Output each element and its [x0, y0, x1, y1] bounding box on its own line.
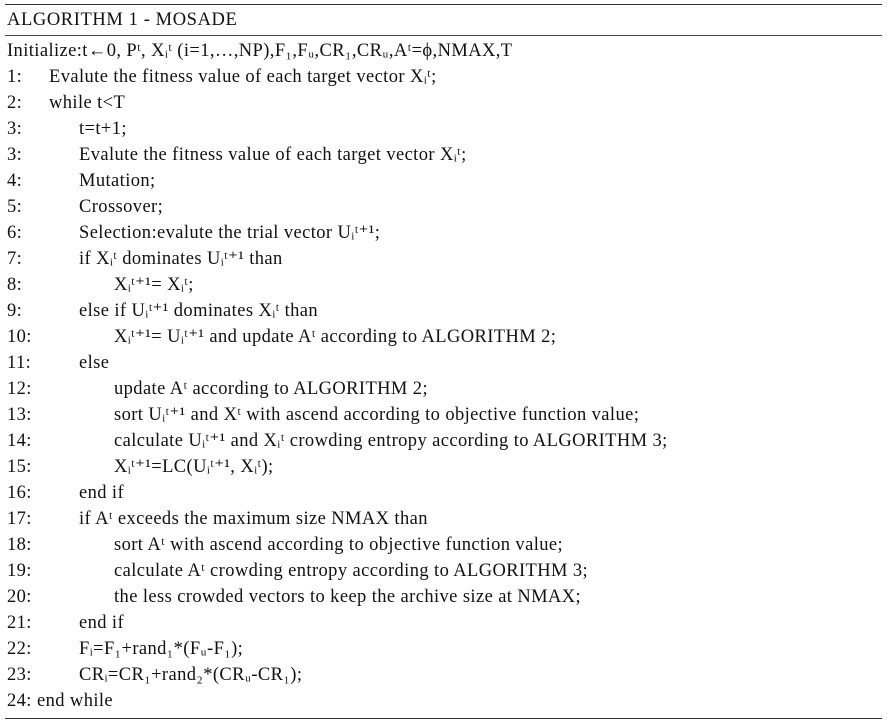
line-number: 11:: [7, 353, 32, 373]
algorithm-line-20: [5, 584, 882, 610]
line-code: end if: [79, 613, 125, 633]
line-number: 2:: [7, 93, 23, 113]
line-code: else: [79, 353, 110, 373]
algorithm-line-7: [5, 246, 882, 272]
line-number: 5:: [7, 197, 23, 217]
line-code: the less crowded vectors to keep the archive size at NMAX;: [114, 587, 582, 607]
algorithm-title: ALGORITHM 1 - MOSADE: [7, 10, 238, 30]
line-code: t=t+1;: [79, 119, 127, 139]
line-code: CRᵢ=CR₁+rand₂*(CRᵤ-CR₁);: [79, 665, 303, 685]
line-code: sort Aᵗ with ascend according to objective function value;: [114, 535, 564, 555]
initialize-line: Initialize:t←0, Pᵗ, Xᵢᵗ (i=1,…,NP),F₁,Fᵤ,CR₁,CRᵤ,Aᵗ=ϕ,NMAX,T: [7, 41, 513, 61]
algorithm-line-2: [5, 90, 882, 116]
line-code: if Aᵗ exceeds the maximum size NMAX than: [79, 509, 428, 529]
line-code: Fᵢ=F₁+rand₁*(Fᵤ-F₁);: [79, 639, 244, 659]
algorithm-line-3b: [5, 142, 882, 168]
line-number: 10:: [7, 327, 32, 347]
line-code: Xᵢᵗ⁺¹=LC(Uᵢᵗ⁺¹, Xᵢᵗ);: [114, 457, 274, 477]
top-rule: [5, 4, 882, 5]
line-code: sort Uᵢᵗ⁺¹ and Xᵗ with ascend according to objective function value;: [114, 405, 640, 425]
line-number: 3:: [7, 145, 23, 165]
algorithm-line-4: [5, 168, 882, 194]
line-code: end while: [37, 691, 114, 711]
line-code: end if: [79, 483, 125, 503]
algorithm-line-15: [5, 454, 882, 480]
line-number: 4:: [7, 171, 23, 191]
line-code: Crossover;: [79, 197, 164, 217]
line-number: 18:: [7, 535, 32, 555]
line-code: Evalute the fitness value of each target vector Xᵢᵗ;: [79, 145, 467, 165]
algorithm-line-14: [5, 428, 882, 454]
line-number: 22:: [7, 639, 32, 659]
line-code: Xᵢᵗ⁺¹= Uᵢᵗ⁺¹ and update Aᵗ according to ALGORITHM 2;: [114, 327, 557, 347]
bottom-rule: [5, 718, 882, 719]
algorithm-line-23: [5, 662, 882, 688]
line-code: calculate Aᵗ crowding entropy according to ALGORITHM 3;: [114, 561, 589, 581]
line-number: 3:: [7, 119, 23, 139]
algorithm-line-19: [5, 558, 882, 584]
line-number: 9:: [7, 301, 23, 321]
algorithm-line-9: [5, 298, 882, 324]
algorithm-line-22: [5, 636, 882, 662]
line-number: 23:: [7, 665, 32, 685]
line-number: 13:: [7, 405, 32, 425]
line-number: 16:: [7, 483, 32, 503]
line-number: 14:: [7, 431, 32, 451]
algorithm-line-17: [5, 506, 882, 532]
line-number: 6:: [7, 223, 23, 243]
algorithm-line-3: [5, 116, 882, 142]
line-number: 7:: [7, 249, 23, 269]
line-number: 24:: [7, 691, 32, 711]
algorithm-line-21: [5, 610, 882, 636]
algorithm-line-11: [5, 350, 882, 376]
algorithm-line-1: [5, 64, 882, 90]
line-code: Xᵢᵗ⁺¹= Xᵢᵗ;: [114, 275, 194, 295]
algorithm-line-12: [5, 376, 882, 402]
line-code: if Xᵢᵗ dominates Uᵢᵗ⁺¹ than: [79, 249, 283, 269]
line-number: 1:: [7, 67, 23, 87]
line-number: 17:: [7, 509, 32, 529]
algorithm-line-16: [5, 480, 882, 506]
algorithm-line-13: [5, 402, 882, 428]
line-code: else if Uᵢᵗ⁺¹ dominates Xᵢᵗ than: [79, 301, 319, 321]
line-number: 21:: [7, 613, 32, 633]
line-code: Mutation;: [79, 171, 156, 191]
line-code: Evalute the fitness value of each target vector Xᵢᵗ;: [49, 67, 437, 87]
algorithm-line-10: [5, 324, 882, 350]
line-code: calculate Uᵢᵗ⁺¹ and Xᵢᵗ crowding entropy according to ALGORITHM 3;: [114, 431, 668, 451]
line-number: 15:: [7, 457, 32, 477]
algorithm-line-8: [5, 272, 882, 298]
algorithm-line-24: [5, 688, 882, 714]
algorithm-box: [5, 4, 882, 719]
algorithm-line-5: [5, 194, 882, 220]
algorithm-line-18: [5, 532, 882, 558]
line-number: 19:: [7, 561, 32, 581]
line-number: 8:: [7, 275, 23, 295]
algorithm-line-6: [5, 220, 882, 246]
line-code: while t<T: [49, 93, 126, 113]
line-number: 20:: [7, 587, 32, 607]
line-code: update Aᵗ according to ALGORITHM 2;: [114, 379, 429, 399]
line-code: Selection:evalute the trial vector Uᵢᵗ⁺¹;: [79, 223, 381, 243]
line-number: 12:: [7, 379, 32, 399]
